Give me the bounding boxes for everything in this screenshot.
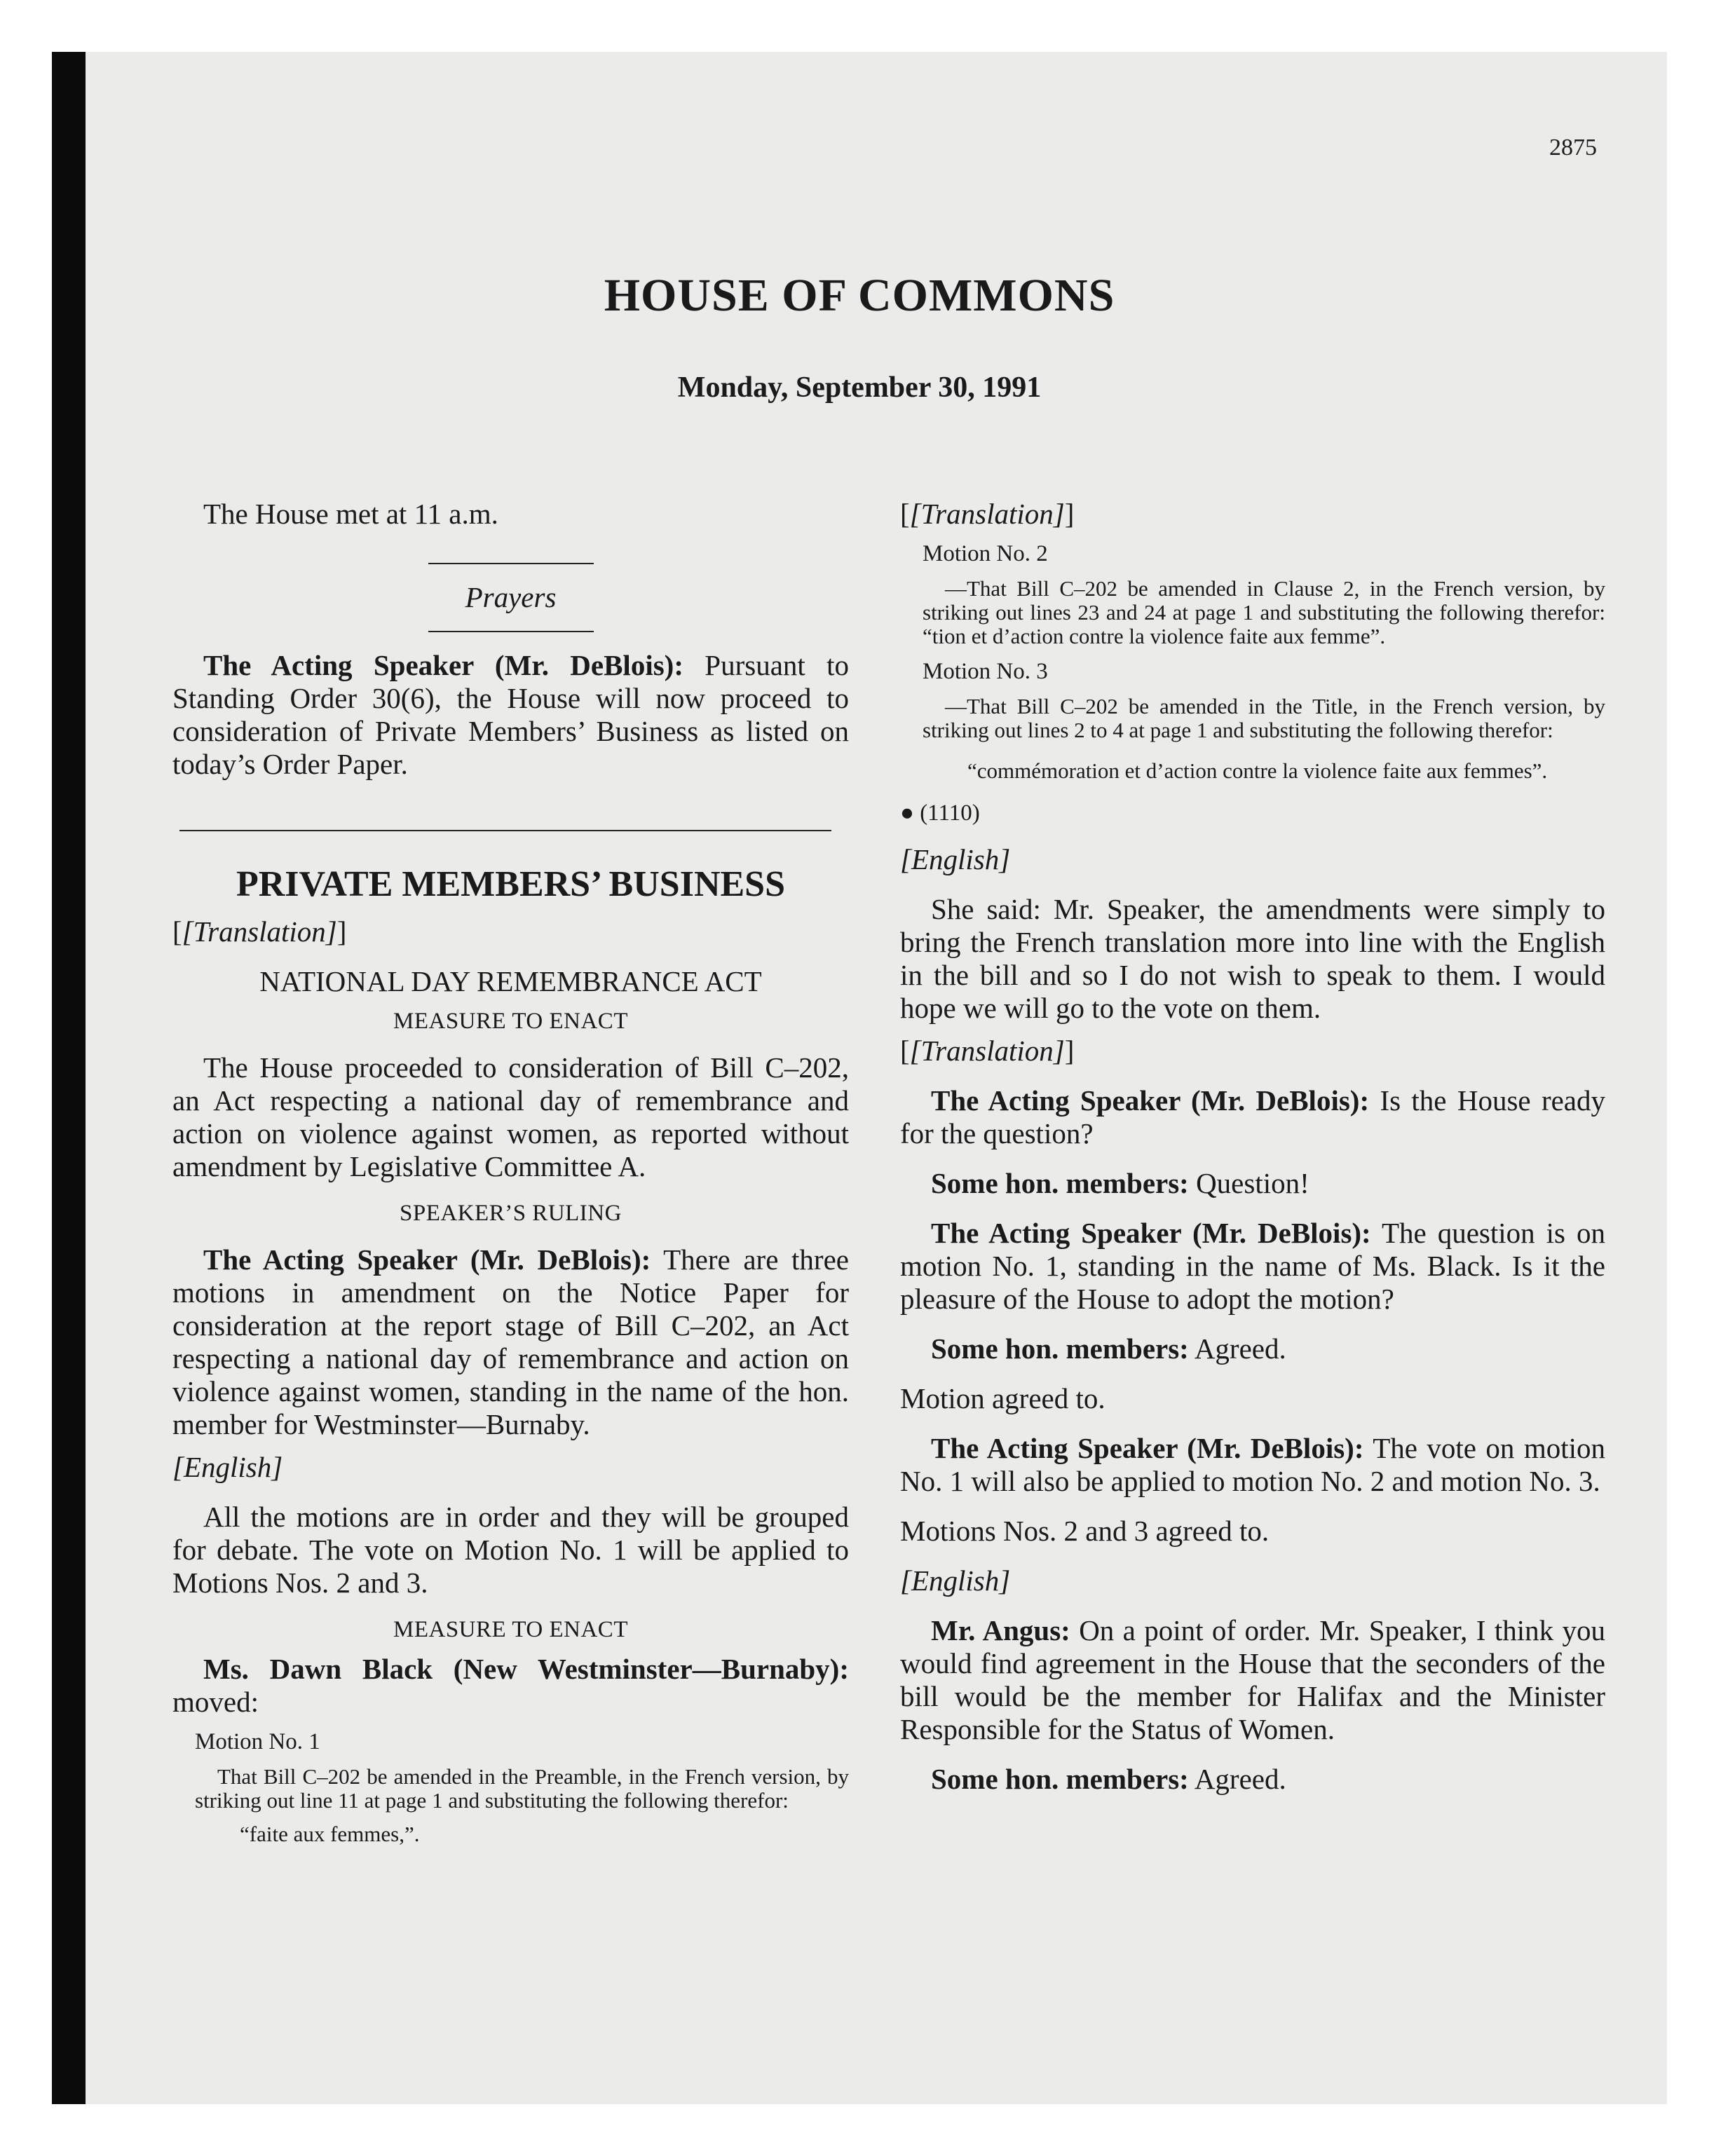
motion-text: That Bill C–202 be amended in the Preamble, in the French version, by striking out line 11 at page 1 and substituting the following therefor: — [195, 1764, 849, 1813]
speech-paragraph — [900, 1167, 1605, 1200]
speech-paragraph — [172, 1243, 849, 1441]
speech-text: The vote on motion No. 1 will also be applied to motion No. 2 and motion No. 3. — [900, 1432, 1605, 1497]
language-tag-text: [Translation] — [182, 915, 337, 948]
opening-line: The House met at 11 a.m. — [203, 498, 498, 530]
prayers-heading: Prayers — [465, 581, 557, 613]
speaker-name: The Acting Speaker (Mr. DeBlois): — [203, 649, 683, 681]
ruling-heading: SPEAKER’S RULING — [400, 1201, 622, 1226]
language-tag: [English] — [172, 1451, 283, 1483]
language-tag-text: [Translation] — [909, 1035, 1065, 1067]
measure-heading: MEASURE TO ENACT — [393, 1617, 628, 1642]
speech-paragraph — [172, 1653, 849, 1719]
speaker-name: Some hon. members: — [931, 1167, 1189, 1199]
timestamp — [900, 800, 1605, 826]
motion-label: Motion No. 1 — [195, 1729, 320, 1754]
speech-paragraph — [900, 1432, 1605, 1498]
speech-paragraph — [172, 649, 849, 781]
speech-text: There are three motions in amendment on the Notice Paper for consideration at the report stage of Bill C–202, an Act respecting a national day of remembrance and action on violence against women, standing in the name of the hon. member for Westminster—Burnaby. — [172, 1243, 849, 1440]
right-column — [900, 498, 1605, 1796]
motion-label: Motion No. 3 — [923, 659, 1048, 684]
speech-text: Agreed. — [1194, 1332, 1286, 1365]
speech-text: moved: — [172, 1686, 259, 1718]
speaker-name: Some hon. members: — [931, 1332, 1189, 1365]
consideration-paragraph: The House proceeded to consideration of Bill C–202, an Act respecting a national day of remembrance and action on violence against women, as reported without amendment by Legislative Committee A. — [172, 1051, 849, 1182]
page-number: 2875 — [1549, 135, 1597, 161]
language-tag-text: [Translation] — [909, 498, 1065, 530]
language-tag: [[Translation]] — [900, 1035, 1075, 1067]
motion-quote: “faite aux femmes,”. — [240, 1822, 420, 1846]
scan-binding-edge — [52, 52, 86, 2104]
speech-text: Agreed. — [1194, 1763, 1286, 1795]
left-column — [172, 498, 849, 1846]
timestamp-text: (1110) — [920, 800, 980, 826]
speaker-name: The Acting Speaker (Mr. DeBlois): — [931, 1217, 1371, 1249]
divider-rule — [428, 563, 594, 564]
speech-paragraph — [900, 1332, 1605, 1365]
section-rule — [179, 830, 831, 831]
measure-heading: MEASURE TO ENACT — [393, 1009, 628, 1034]
language-tag: [[Translation]] — [900, 498, 1075, 530]
act-title: NATIONAL DAY REMEMBRANCE ACT — [259, 965, 762, 997]
speech-paragraph — [900, 1614, 1605, 1746]
speech-paragraph — [900, 1084, 1605, 1150]
speech-text: Pursuant to Standing Order 30(6), the House will now proceed to consideration of Private Members’ Business as listed on today’s Order Paper. — [172, 649, 849, 780]
language-tag: [English] — [900, 843, 1011, 875]
motion-text: —That Bill C–202 be amended in the Title, in the French version, by striking out lines 2 to 4 at page 1 and substituting the following therefor: — [923, 694, 1605, 742]
speech-text: The question is on motion No. 1, standing in the name of Ms. Black. Is it the pleasure of the House to adopt the motion? — [900, 1217, 1605, 1315]
sitting-date: Monday, September 30, 1991 — [677, 371, 1042, 404]
language-tag: [[Translation]] — [172, 915, 347, 948]
speech-text: Is the House ready for the question? — [900, 1084, 1605, 1149]
result-line: Motions Nos. 2 and 3 agreed to. — [900, 1515, 1270, 1547]
motion-text: —That Bill C–202 be amended in Clause 2, in the French version, by striking out lines 23 and 24 at page 1 and substituting the following therefor: “tion et d’action contre la violence faite aux femme”. — [923, 576, 1605, 648]
speech-text: Question! — [1196, 1167, 1309, 1199]
divider-rule — [428, 631, 594, 632]
motion-quote: “commémoration et d’action contre la violence faite aux femmes”. — [967, 758, 1548, 783]
speech-paragraph — [900, 1763, 1605, 1796]
hansard-page — [52, 52, 1667, 2104]
result-line: Motion agreed to. — [900, 1382, 1105, 1414]
speech-paragraph — [900, 1217, 1605, 1316]
speaker-name: Mr. Angus: — [931, 1614, 1070, 1646]
speaker-name: The Acting Speaker (Mr. DeBlois): — [931, 1432, 1364, 1464]
speaker-name: Ms. Dawn Black (New Westminster—Burnaby): — [203, 1653, 849, 1685]
speaker-name: The Acting Speaker (Mr. DeBlois): — [203, 1243, 651, 1276]
bullet-icon: ● — [900, 800, 914, 826]
section-heading: PRIVATE MEMBERS’ BUSINESS — [236, 864, 786, 904]
language-tag: [English] — [900, 1564, 1011, 1597]
grouping-paragraph: All the motions are in order and they will be grouped for debate. The vote on Motion No. 1 will be applied to Motions Nos. 2 and 3. — [172, 1501, 849, 1599]
speaker-name: The Acting Speaker (Mr. DeBlois): — [931, 1084, 1370, 1117]
speaker-name: Some hon. members: — [931, 1763, 1189, 1795]
speech-text: On a point of order. Mr. Speaker, I think you would find agreement in the House that the seconders of the bill would be the member for Halifax and the Minister Responsible for the Status of Women. — [900, 1614, 1605, 1745]
speech-paragraph: She said: Mr. Speaker, the amendments were simply to bring the French translation more into line with the English in the bill and so I do not wish to speak to them. I would hope we will go to the vote on them. — [900, 893, 1605, 1024]
masthead-title: HOUSE OF COMMONS — [604, 270, 1115, 321]
motion-label: Motion No. 2 — [923, 541, 1048, 566]
